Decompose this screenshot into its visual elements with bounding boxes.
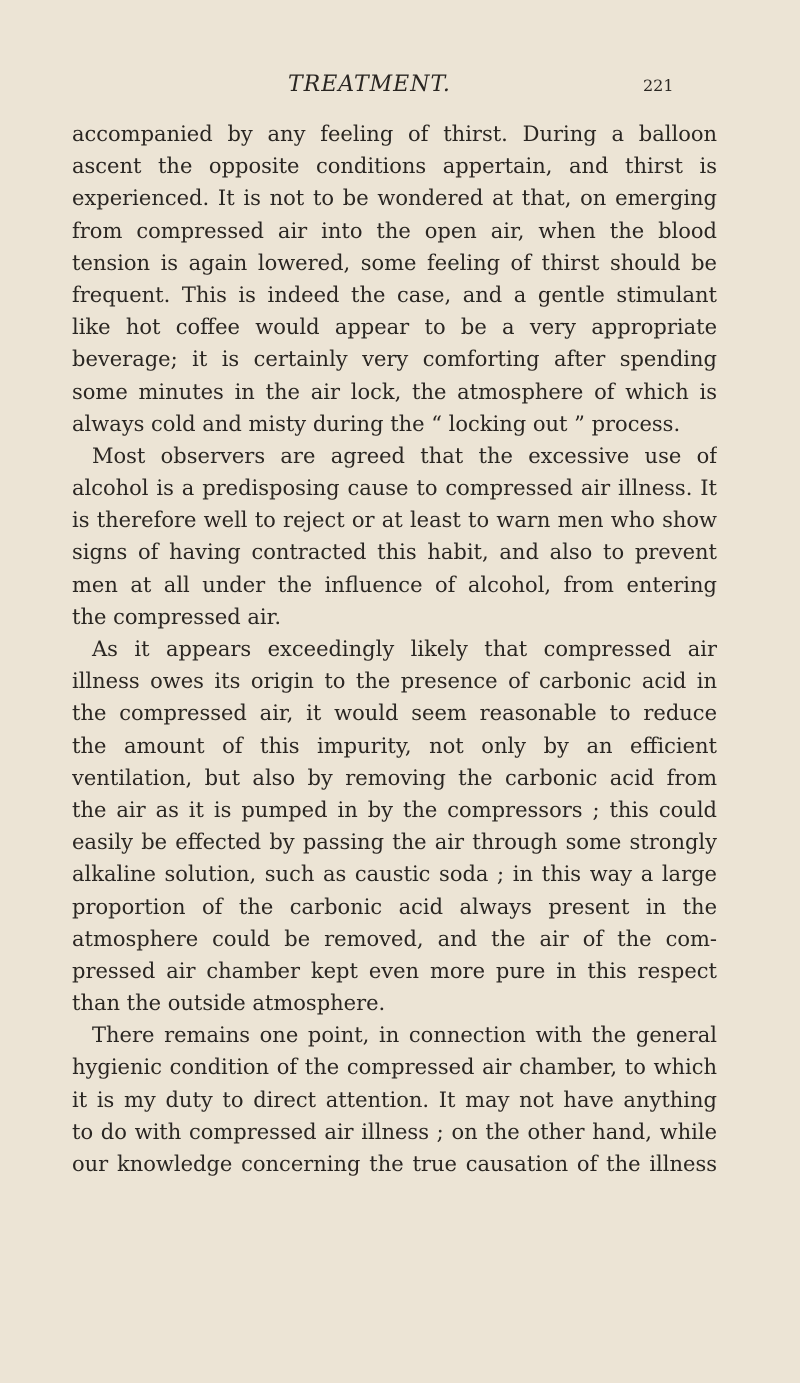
text-line: it is my duty to direct attention. It may not have anything [72,1087,717,1112]
text-line: ventilation, but also by removing the carbonic acid from [72,765,717,790]
text-line: frequent. This is indeed the case, and a gentle stimulant [72,282,717,307]
text-line: is therefore well to reject or at least to warn men who show [72,508,717,533]
text-line: There remains one point, in connection with the general [92,1023,717,1048]
page-number: 221 [643,76,674,95]
text-line: to do with compressed air illness ; on the other hand, while [72,1119,717,1144]
body-text [72,118,717,1180]
text-line: beverage; it is certainly very comforting after spending [72,347,717,372]
text-line: hygienic condition of the compressed air chamber, to which [72,1055,717,1080]
running-head [0,72,800,102]
text-line: the compressed air. [72,604,282,629]
text-line: the amount of this impurity, not only by an efficient [72,733,717,758]
text-line: tension is again lowered, some feeling of thirst should be [72,250,717,275]
text-line: experienced. It is not to be wondered at that, on emerging [72,186,717,211]
text-line: easily be effected by passing the air through some strongly [72,830,717,855]
text-line: than the outside atmosphere. [72,991,386,1016]
text-line: proportion of the carbonic acid always present in the [72,894,717,919]
text-line: the compressed air, it would seem reasonable to reduce [72,701,717,726]
text-line: pressed air chamber kept even more pure in this respect [72,958,717,983]
text-line: ascent the opposite conditions appertain, and thirst is [72,154,717,179]
text-line: As it appears exceedingly likely that compressed air [92,637,717,661]
text-line: from compressed air into the open air, when the blood [72,218,717,243]
text-line: alcohol is a predisposing cause to compressed air illness. It [72,476,717,501]
text-line: our knowledge concerning the true causation of the illness [72,1152,717,1176]
text-line: alkaline solution, such as caustic soda ; in this way a large [72,862,717,887]
text-line: men at all under the influence of alcohol, from entering [72,572,717,597]
text-line: always cold and misty during the “ locking out ” process. [72,411,681,436]
text-line: the air as it is pumped in by the compressors ; this could [72,797,717,822]
text-line: accompanied by any feeling of thirst. During a balloon [72,122,717,146]
text-line: some minutes in the air lock, the atmosphere of which is [72,379,717,404]
text-line: Most observers are agreed that the excessive use of [92,443,717,468]
text-line: signs of having contracted this habit, and also to prevent [72,540,717,565]
text-line: like hot coffee would appear to be a very appropriate [72,315,717,340]
text-line: illness owes its origin to the presence of carbonic acid in [72,669,717,694]
text-line: atmosphere could be removed, and the air of the com- [72,926,717,951]
running-title: TREATMENT. [288,72,451,97]
